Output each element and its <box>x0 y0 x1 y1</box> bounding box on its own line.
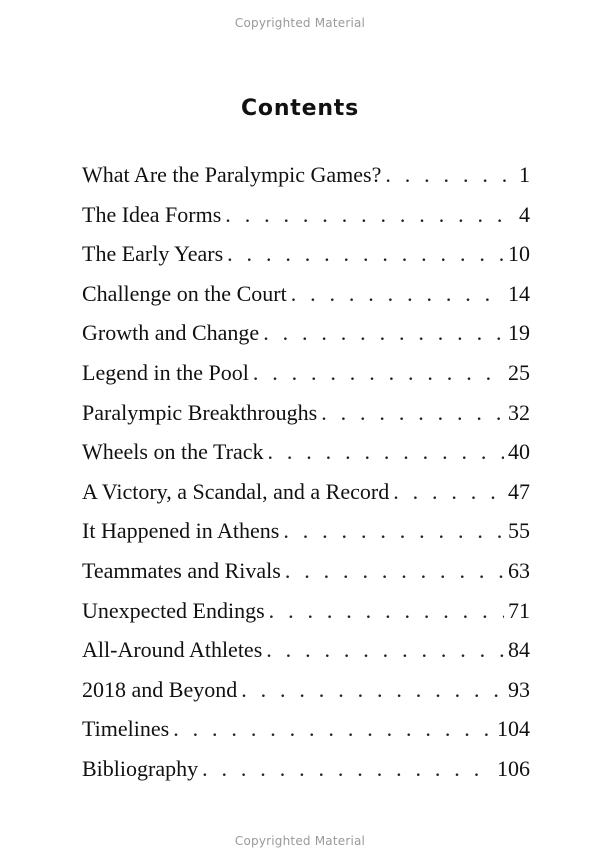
toc-entry <box>82 360 530 400</box>
toc-entry-page: 40 <box>508 439 530 465</box>
toc-entry-title: Timelines <box>82 716 170 742</box>
toc-entry <box>82 637 530 677</box>
toc-entry <box>82 281 530 321</box>
table-of-contents <box>82 162 530 796</box>
dot-leader <box>266 637 504 663</box>
toc-entry <box>82 241 530 281</box>
toc-entry-title: 2018 and Beyond <box>82 676 238 702</box>
dot-leader <box>321 400 504 426</box>
toc-entry <box>82 518 530 558</box>
toc-entry-page: 71 <box>508 597 530 623</box>
toc-entry <box>82 439 530 479</box>
toc-entry-title: The Early Years <box>82 241 224 267</box>
toc-entry <box>82 202 530 242</box>
dot-leader <box>173 716 493 742</box>
toc-entry-page: 25 <box>508 359 530 385</box>
dot-leader <box>263 320 504 346</box>
toc-entry-title: Challenge on the Court <box>82 280 287 306</box>
toc-entry-page: 19 <box>508 320 530 346</box>
toc-entry <box>82 677 530 717</box>
toc-entry-title: Legend in the Pool <box>82 359 249 385</box>
toc-entry-page: 104 <box>497 716 530 742</box>
toc-entry <box>82 400 530 440</box>
dot-leader <box>393 479 504 505</box>
dot-leader <box>241 677 504 703</box>
dot-leader <box>202 756 493 782</box>
dot-leader <box>291 281 504 307</box>
toc-entry-page: 63 <box>508 557 530 583</box>
toc-entry-title: Wheels on the Track <box>82 439 264 465</box>
dot-leader <box>225 202 515 228</box>
toc-entry-page: 32 <box>508 399 530 425</box>
toc-entry <box>82 598 530 638</box>
toc-entry-title: Bibliography <box>82 755 199 781</box>
toc-entry-page: 4 <box>519 201 530 227</box>
dot-leader <box>253 360 504 386</box>
toc-entry-page: 106 <box>497 755 530 781</box>
toc-entry-title: Growth and Change <box>82 320 260 346</box>
toc-entry-page: 55 <box>508 518 530 544</box>
dot-leader <box>385 162 515 188</box>
toc-entry-title: The Idea Forms <box>82 201 222 227</box>
toc-entry-title: Paralympic Breakthroughs <box>82 399 318 425</box>
toc-entry <box>82 756 530 796</box>
dot-leader <box>267 439 504 465</box>
toc-entry-title: What Are the Paralympic Games? <box>82 162 382 187</box>
toc-entry-page: 14 <box>508 280 530 306</box>
toc-entry-title: Teammates and Rivals <box>82 557 281 583</box>
toc-entry-title: Unexpected Endings <box>82 597 265 623</box>
toc-entry <box>82 716 530 756</box>
toc-entry-title: It Happened in Athens <box>82 518 280 544</box>
dot-leader <box>227 241 504 267</box>
dot-leader <box>283 518 504 544</box>
copyright-watermark-top: Copyrighted Material <box>234 16 366 30</box>
toc-entry-page: 84 <box>508 637 530 663</box>
copyright-watermark-bottom: Copyrighted Material <box>234 834 366 848</box>
toc-entry-page: 47 <box>508 478 530 504</box>
dot-leader <box>285 558 504 584</box>
toc-entry-page: 93 <box>508 676 530 702</box>
toc-entry <box>82 558 530 598</box>
contents-title: Contents <box>240 96 360 121</box>
toc-entry-page: 1 <box>519 162 530 187</box>
toc-entry <box>82 479 530 519</box>
toc-entry-title: All-Around Athletes <box>82 637 263 663</box>
toc-entry-title: A Victory, a Scandal, and a Record <box>82 478 390 504</box>
toc-entry-page: 10 <box>508 241 530 267</box>
toc-entry <box>82 162 530 202</box>
dot-leader <box>269 598 504 624</box>
toc-entry <box>82 320 530 360</box>
